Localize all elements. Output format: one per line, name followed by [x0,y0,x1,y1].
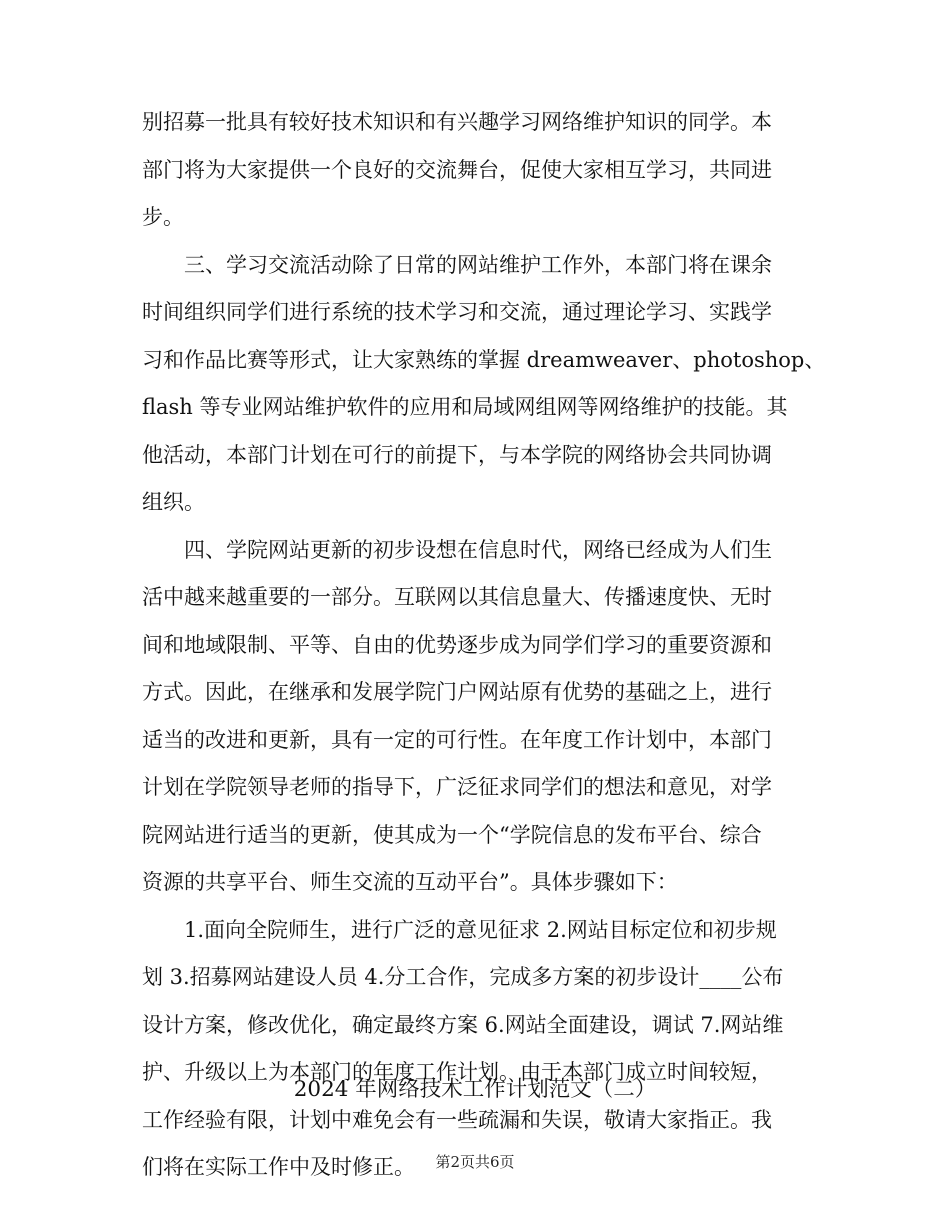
text-line: 方式。因此，在继承和发展学院门户网站原有优势的基础之上，进行 [142,680,772,704]
text-line: 资源的共享平台、师生交流的互动平台”。具体步骤如下： [142,870,678,894]
body-text [142,99,826,1192]
text-line: 院网站进行适当的更新，使其成为一个“学院信息的发布平台、综合 [142,822,762,847]
text-line: 计划在学院领导老师的指导下，广泛征求同学们的想法和意见，对学 [142,775,772,799]
text-line: 别招募一批具有较好技术知识和有兴趣学习网络维护知识的同学。本 [142,110,772,134]
text-line: 部门将为大家提供一个良好的交流舞台，促使大家相互学习，共同进 [142,157,772,182]
text-line: 护、升级以上为本部门的年度工作计划。由于本部门成立时间较短， [142,1060,772,1084]
text-line: 适当的改进和更新，具有一定的可行性。在年度工作计划中，本部门 [142,727,772,752]
text-line: 步。 [142,205,184,229]
text-line: 三、学习交流活动除了日常的网站维护工作外，本部门将在课余 [142,252,772,277]
text-line: 工作经验有限，计划中难免会有一些疏漏和失误，敬请大家指正。我 [142,1107,772,1132]
text-line: 他活动，本部门计划在可行的前提下，与本学院的网络协会共同协调 [142,442,772,467]
text-line: 习和作品比赛等形式，让大家熟练的掌握 dreamweaver、photoshop、 [142,347,826,372]
text-line: 活中越来越重要的一部分。互联网以其信息量大、传播速度快、无时 [142,585,772,609]
text-line: 划 3.招募网站建设人员 4.分工合作，完成多方案的初步设计____公布 [142,965,784,989]
text-line: 四、学院网站更新的初步设想在信息时代，网络已经成为人们生 [142,537,772,562]
text-line: 1.面向全院师生，进行广泛的意见征求 2.网站目标定位和初步规 [142,917,777,942]
page-number-footer: 第2页共6页 [435,1153,515,1171]
text-line: 组织。 [142,490,205,514]
text-line: 间和地域限制、平等、自由的优势逐步成为同学们学习的重要资源和 [142,632,772,657]
text-line: 设计方案，修改优化，确定最终方案 6.网站全面建设，调试 7.网站维 [142,1012,784,1037]
text-line: 们将在实际工作中及时修正。 [142,1155,415,1179]
text-line: flash 等专业网站维护软件的应用和局域网组网等网络维护的技能。其 [142,395,788,419]
section-title: 2024 年网络技术工作计划范文（二） [293,1077,657,1102]
text-line: 时间组织同学们进行系统的技术学习和交流，通过理论学习、实践学 [142,300,772,324]
